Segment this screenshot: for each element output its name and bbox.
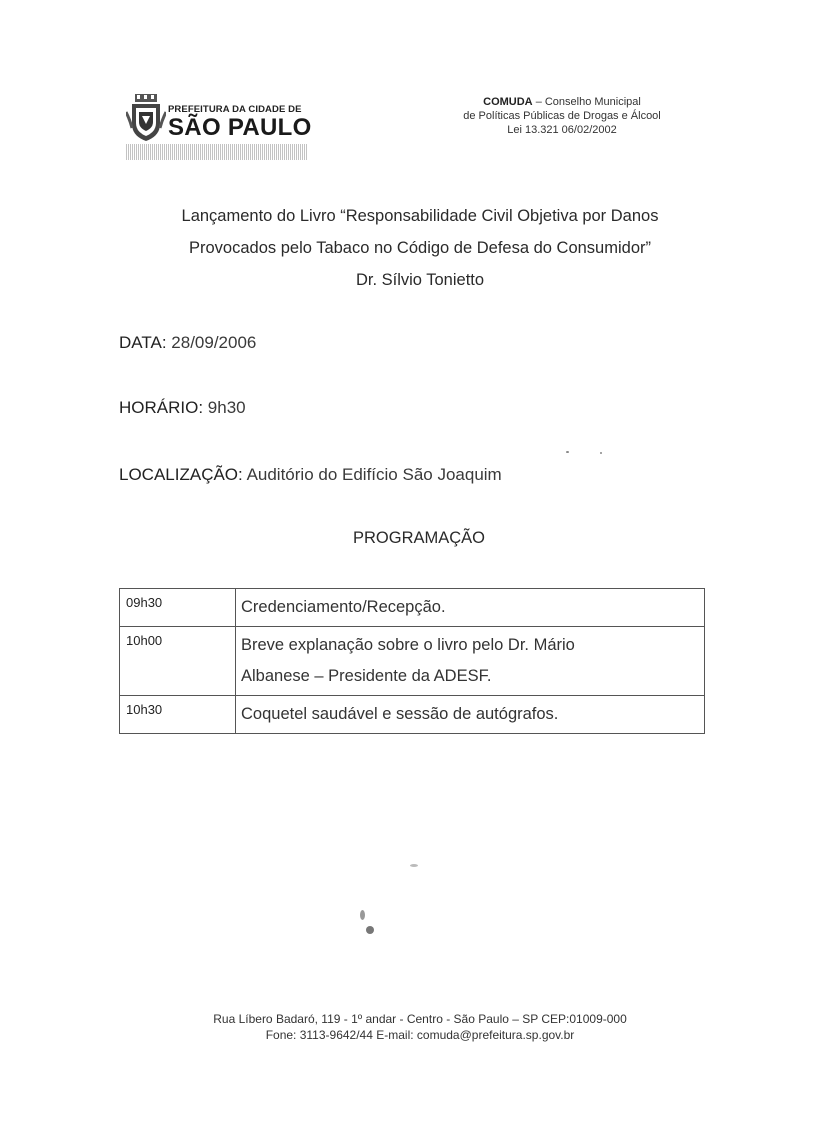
time-row <box>119 398 246 418</box>
table-row <box>120 696 705 734</box>
council-acronym: COMUDA <box>483 96 533 108</box>
council-line-1 <box>440 95 684 109</box>
council-line-3: Lei 13.321 06/02/2002 <box>507 124 617 136</box>
title-line-3: Dr. Sílvio Tonietto <box>355 271 485 289</box>
schedule-time: 09h30 <box>120 589 236 627</box>
location-row <box>119 465 502 485</box>
schedule-description <box>236 627 705 696</box>
schedule-description <box>236 589 705 627</box>
coat-of-arms-icon <box>126 94 166 142</box>
footer-contact <box>100 1011 740 1043</box>
table-row <box>120 627 705 696</box>
logo-text-big: SÃO PAULO <box>168 114 312 141</box>
schedule-time: 10h00 <box>120 627 236 696</box>
description-line: Credenciamento/Recepção. <box>241 598 446 616</box>
location-value: Auditório do Edifício São Joaquim <box>246 465 502 484</box>
description-line: Breve explanação sobre o livro pelo Dr. Mário <box>241 636 575 654</box>
scan-speck <box>360 910 365 920</box>
logo-text-small: PREFEITURA DA CIDADE DE <box>168 104 302 115</box>
title-line-2: Provocados pelo Tabaco no Código de Defesa do Consumidor” <box>189 239 651 257</box>
logo-pattern-stripe <box>126 144 308 160</box>
scan-speck <box>600 452 602 454</box>
program-heading: PROGRAMAÇÃO <box>352 529 486 547</box>
description-line: Albanese – Presidente da ADESF. <box>241 667 492 685</box>
footer-contact-info: Fone: 3113-9642/44 E-mail: comuda@prefeitura.sp.gov.br <box>265 1028 575 1042</box>
date-row <box>119 333 256 353</box>
schedule-description <box>236 696 705 734</box>
council-info <box>440 95 684 137</box>
date-value: 28/09/2006 <box>171 333 257 352</box>
scan-speck <box>566 451 569 453</box>
time-value: 9h30 <box>207 398 246 417</box>
date-label: DATA: <box>119 333 167 352</box>
location-label: LOCALIZAÇÃO: <box>119 465 243 484</box>
scan-speck <box>410 864 418 867</box>
table-row <box>120 589 705 627</box>
schedule-time: 10h30 <box>120 696 236 734</box>
title-line-1: Lançamento do Livro “Responsabilidade Civil Objetiva por Danos <box>181 207 659 225</box>
time-label: HORÁRIO: <box>119 398 204 417</box>
scan-speck <box>366 926 374 934</box>
description-line: Coquetel saudável e sessão de autógrafos. <box>241 705 559 723</box>
council-line-2: de Políticas Públicas de Drogas e Álcool <box>463 110 661 122</box>
schedule-table <box>119 588 705 734</box>
footer-address: Rua Líbero Badaró, 119 - 1º andar - Centro - São Paulo – SP CEP:01009-000 <box>213 1012 627 1026</box>
event-title <box>100 200 740 296</box>
council-name: – Conselho Municipal <box>535 96 641 108</box>
prefeitura-logo <box>126 92 312 166</box>
